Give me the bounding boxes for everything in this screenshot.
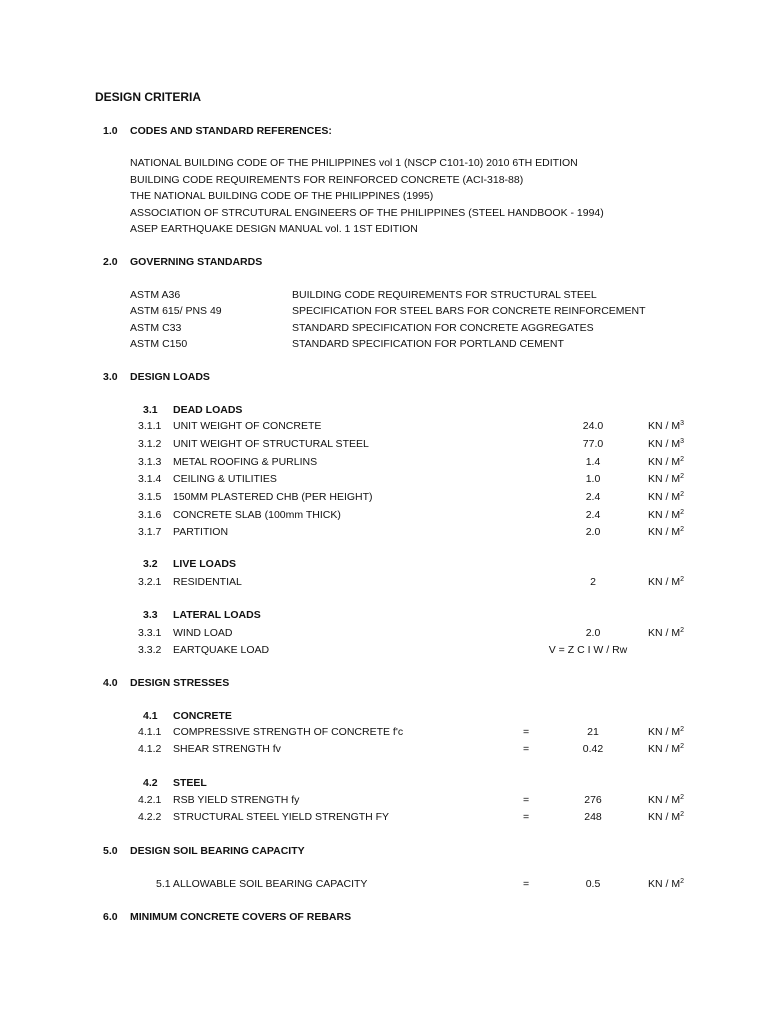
item-number: 4.2.2 [138,811,162,823]
item-number: 3.1.3 [138,456,162,468]
item-number: 3.1.6 [138,509,162,521]
item-value: 1.0 [585,473,601,485]
section-4-heading: DESIGN STRESSES [130,677,230,689]
page-title: DESIGN CRITERIA [95,90,202,104]
item-unit: KN / $M^3$ [648,420,684,432]
item-label: METAL ROOFING & PURLINS [173,456,318,468]
equals-sign: = [523,726,530,738]
subsection-number: 4.1 [143,710,158,722]
item-label: 150MM PLASTERED CHB (PER HEIGHT) [173,491,373,503]
subsection-heading: LATERAL LOADS [173,609,261,621]
section-2-heading: GOVERNING STANDARDS [130,256,263,268]
equals-sign: = [523,794,530,806]
item-number: 3.2.1 [138,576,162,588]
subsection-heading: CONCRETE [173,710,232,722]
section-1-heading: CODES AND STANDARD REFERENCES: [130,125,332,137]
standard-code: ASTM C150 [130,338,188,350]
item-unit: KN / $M^2$ [648,726,684,738]
reference-item: ASSOCIATION OF STRCUTURAL ENGINEERS OF THE PHILIPPINES (STEEL HANDBOOK - 1994) [130,207,604,219]
standard-code: ASTM A36 [130,289,181,301]
item-label: COMPRESSIVE STRENGTH OF CONCRETE f'c [173,726,404,738]
item-value: 0.42 [582,743,604,755]
section-5-heading: DESIGN SOIL BEARING CAPACITY [130,845,305,857]
item-value: 24.0 [582,420,604,432]
item-value: 0.5 [585,878,601,890]
item-label: RESIDENTIAL [173,576,242,588]
item-unit: KN / $M^3$ [648,438,684,450]
section-6-heading: MINIMUM CONCRETE COVERS OF REBARS [130,911,352,923]
standard-description: BUILDING CODE REQUIREMENTS FOR STRUCTURAL STEEL [292,289,597,301]
item-label: CONCRETE SLAB (100mm THICK) [173,509,341,521]
item-value: 248 [584,811,602,823]
standard-description: SPECIFICATION FOR STEEL BARS FOR CONCRETE REINFORCEMENT [292,305,646,317]
section-3-heading: DESIGN LOADS [130,371,210,383]
item-label: RSB YIELD STRENGTH fy [173,794,300,806]
standard-description: STANDARD SPECIFICATION FOR PORTLAND CEMENT [292,338,564,350]
reference-item: THE NATIONAL BUILDING CODE OF THE PHILIPPINES (1995) [130,190,434,202]
subsection-number: 4.2 [143,777,158,789]
standard-code: ASTM 615/ PNS 49 [130,305,222,317]
item-number: 4.1.1 [138,726,162,738]
item-value: 2 [590,576,596,588]
item-value: 77.0 [582,438,604,450]
item-label: UNIT WEIGHT OF STRUCTURAL STEEL [173,438,369,450]
item-unit: KN / $M^2$ [648,509,684,521]
item-value: 2.4 [585,491,601,503]
item-value: 2.4 [585,509,601,521]
item-label: CEILING & UTILITIES [173,473,277,485]
subsection-heading: LIVE LOADS [173,558,237,570]
item-label: PARTITION [173,526,229,538]
item-label: SHEAR STRENGTH fv [173,743,281,755]
item-value: 1.4 [585,456,601,468]
item-value: 276 [584,794,602,806]
item-number: 3.3.1 [138,627,162,639]
item-unit: KN / $M^2$ [648,743,684,755]
subsection-heading: DEAD LOADS [173,404,243,416]
equals-sign: = [523,743,530,755]
subsection-number: 3.3 [143,609,158,621]
item-unit: KN / $M^2$ [648,473,684,485]
section-3-number: 3.0 [103,371,118,383]
item-number: 3.1.1 [138,420,162,432]
earthquake-formula: V = Z C I W / Rw [548,644,628,656]
standard-description: STANDARD SPECIFICATION FOR CONCRETE AGGREGATES [292,322,594,334]
item-number: 3.1.2 [138,438,162,450]
reference-item: ASEP EARTHQUAKE DESIGN MANUAL vol. 1 1ST EDITION [130,223,418,235]
item-value: 21 [587,726,599,738]
standard-code: ASTM C33 [130,322,182,334]
reference-item: BUILDING CODE REQUIREMENTS FOR REINFORCED CONCRETE (ACI-318-88) [130,174,524,186]
item-unit: KN / $M^2$ [648,878,684,890]
section-2-number: 2.0 [103,256,118,268]
item-value: 2.0 [585,526,601,538]
item-unit: KN / $M^2$ [648,627,684,639]
section-1-number: 1.0 [103,125,118,137]
item-label: UNIT WEIGHT OF CONCRETE [173,420,322,432]
item-label: WIND LOAD [173,627,233,639]
item-number: 3.3.2 [138,644,162,656]
subsection-heading: STEEL [173,777,207,789]
item-number: 3.1.7 [138,526,162,538]
item-value: 2.0 [585,627,601,639]
item-label: STRUCTURAL STEEL YIELD STRENGTH FY [173,811,390,823]
item-number: 4.2.1 [138,794,162,806]
item-label: 5.1 ALLOWABLE SOIL BEARING CAPACITY [156,878,368,890]
section-6-number: 6.0 [103,911,118,923]
section-5-number: 5.0 [103,845,118,857]
item-unit: KN / $M^2$ [648,456,684,468]
item-number: 4.1.2 [138,743,162,755]
item-number: 3.1.4 [138,473,162,485]
item-unit: KN / $M^2$ [648,576,684,588]
item-unit: KN / $M^2$ [648,526,684,538]
equals-sign: = [523,811,530,823]
item-number: 3.1.5 [138,491,162,503]
item-label: EARTQUAKE LOAD [173,644,270,656]
item-unit: KN / $M^2$ [648,794,684,806]
reference-item: NATIONAL BUILDING CODE OF THE PHILIPPINES vol 1 (NSCP C101-10) 2010 6TH EDITION [130,157,578,169]
section-4-number: 4.0 [103,677,118,689]
item-unit: KN / $M^2$ [648,811,684,823]
equals-sign: = [523,878,530,890]
subsection-number: 3.1 [143,404,158,416]
item-unit: KN / $M^2$ [648,491,684,503]
subsection-number: 3.2 [143,558,158,570]
